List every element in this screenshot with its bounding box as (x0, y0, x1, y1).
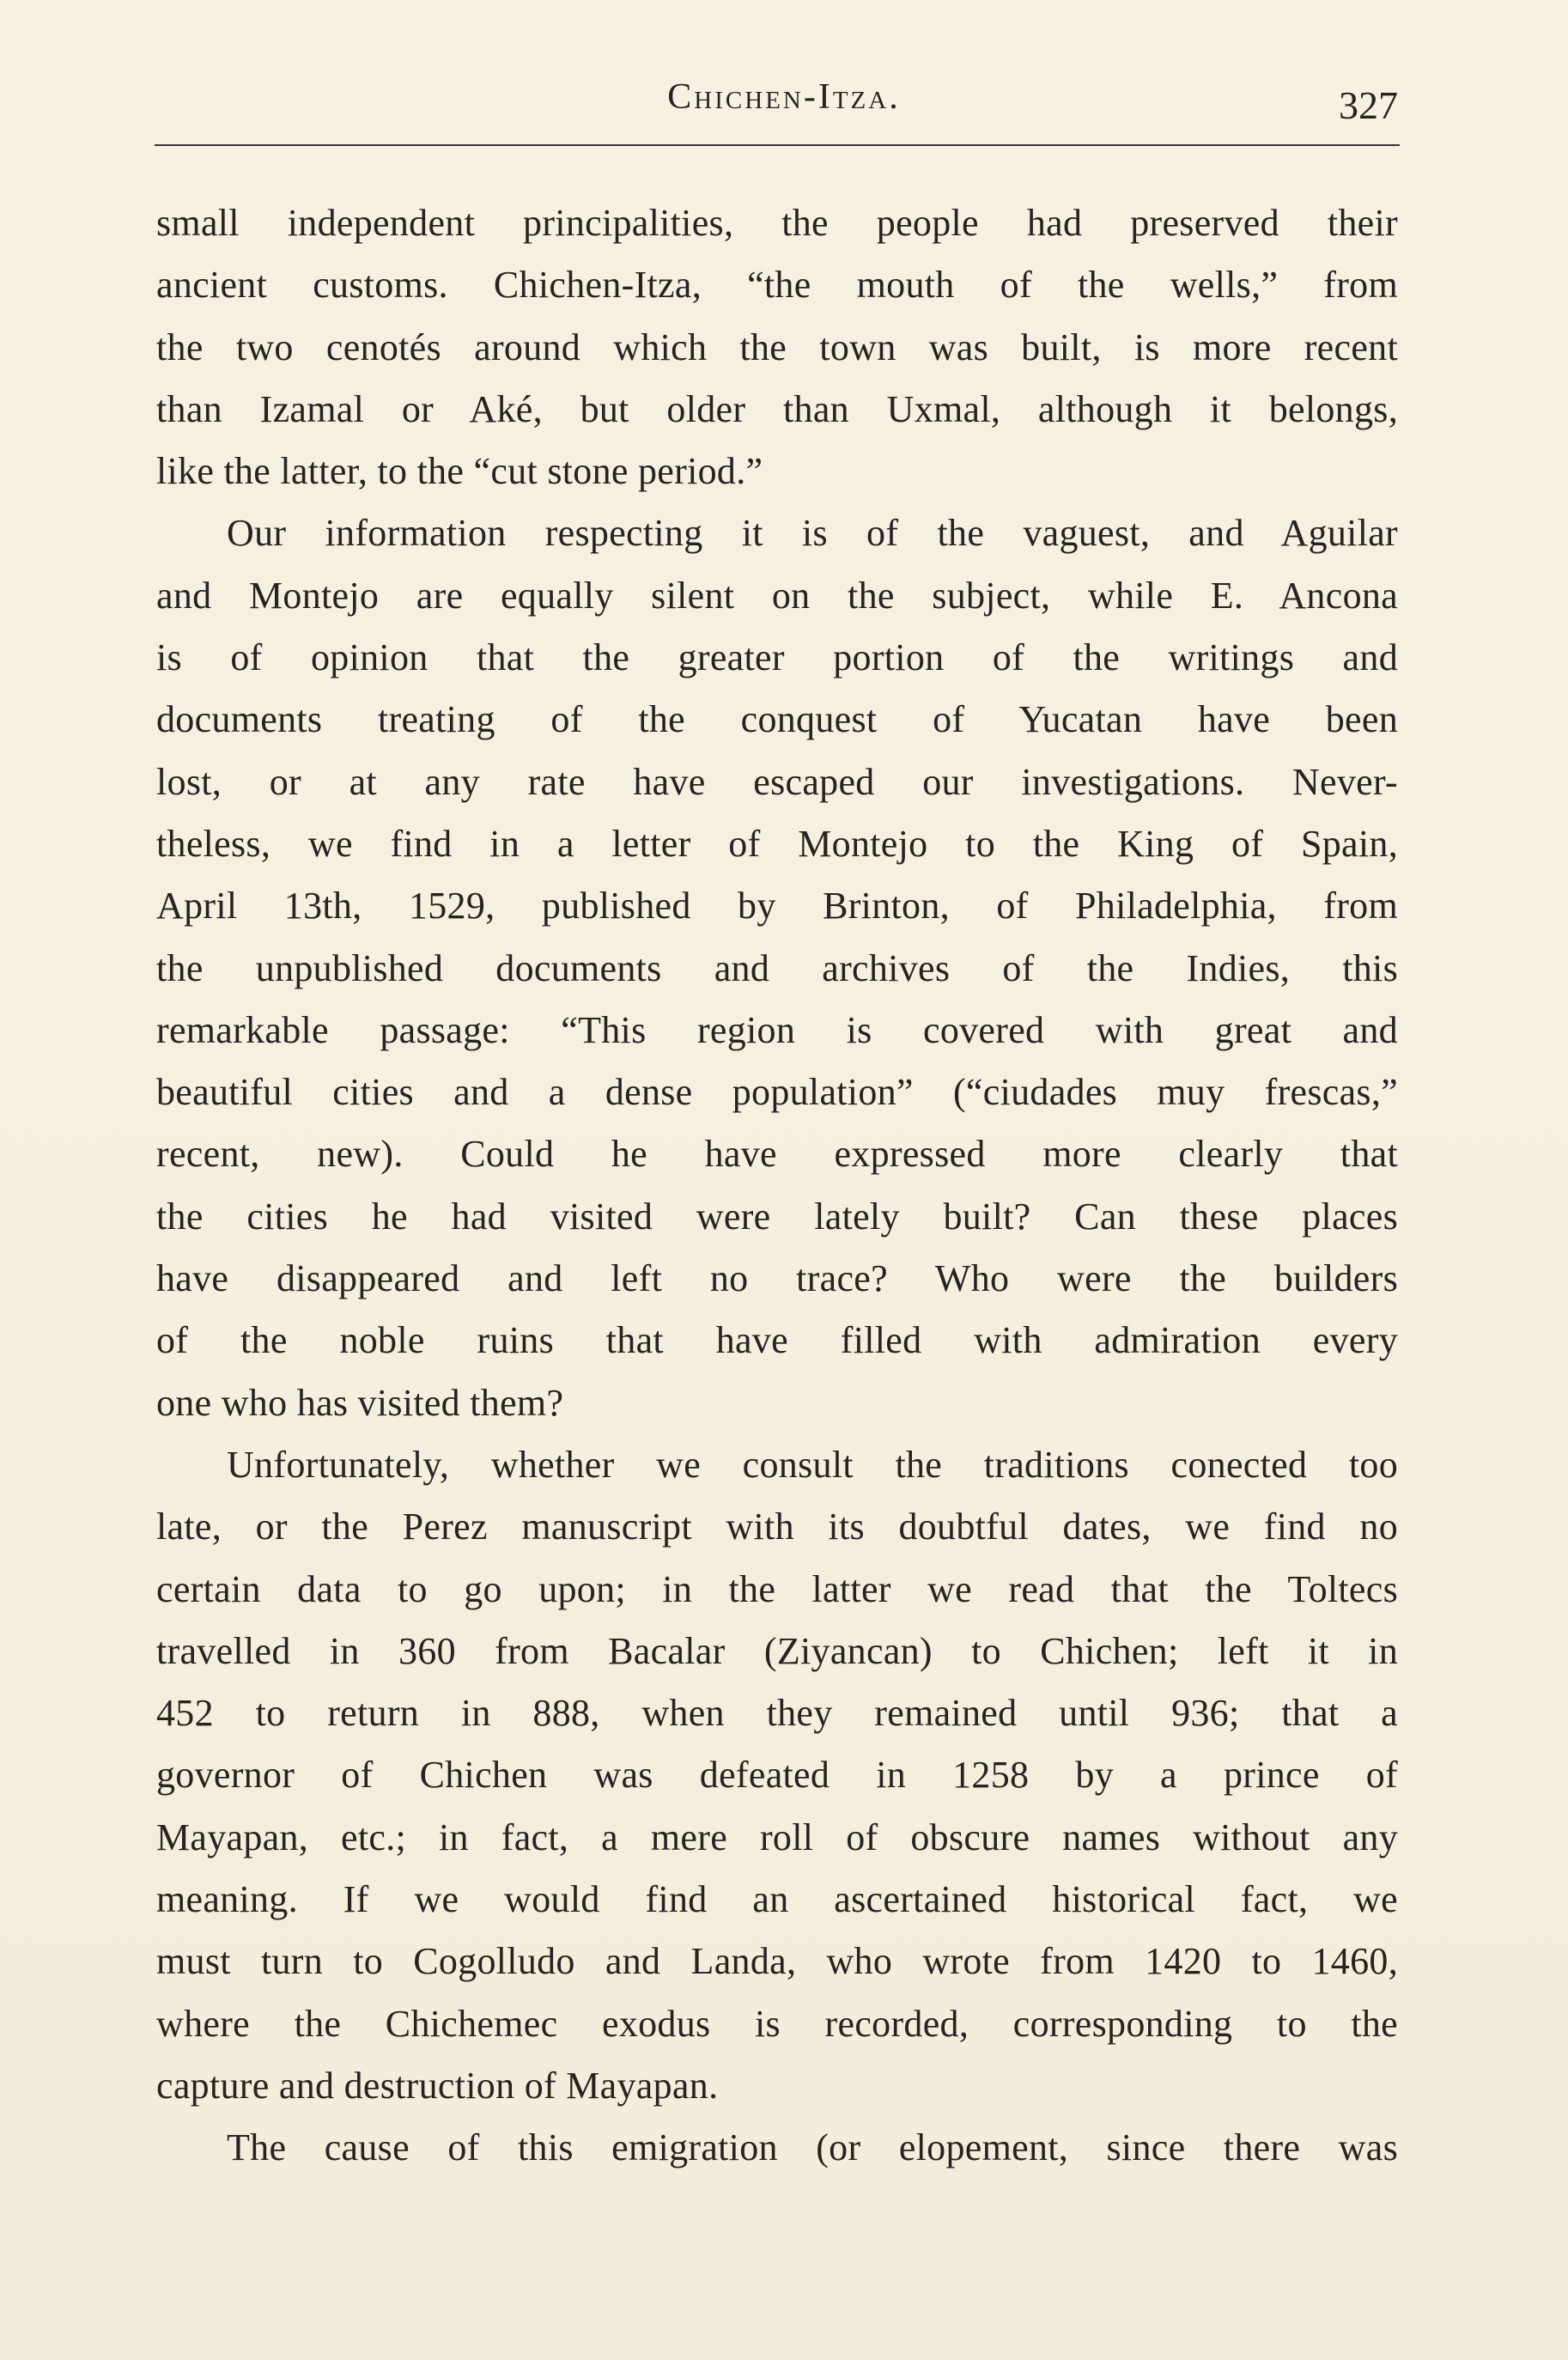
text-line: small independent principalities, the people had preserved their (156, 202, 1398, 244)
text-line: capture and destruction of Mayapan. (156, 2064, 719, 2107)
text-line: theless, we find in a letter of Montejo to the King of Spain, (156, 822, 1398, 865)
text-line: must turn to Cogolludo and Landa, who wrote from 1420 to 1460, (156, 1940, 1398, 1983)
text-line: the cities he had visited were lately built? Can these places (156, 1195, 1398, 1238)
paragraph-first-line: Unfortunately, whether we consult the traditions conected too (227, 1443, 1398, 1486)
text-line: late, or the Perez manuscript with its doubtful dates, we find no (156, 1505, 1398, 1548)
text-line: April 13th, 1529, published by Brinton, of Philadelphia, from (156, 885, 1398, 928)
running-title: Chichen-Itza. (667, 77, 901, 117)
text-line: ancient customs. Chichen-Itza, “the mouth of the wells,” from (156, 264, 1398, 307)
header-rule (155, 144, 1400, 146)
paragraph-first-line: Our information respecting it is of the vaguest, and Aguilar (227, 512, 1398, 555)
text-line: than Izamal or Aké, but older than Uxmal, although it belongs, (156, 387, 1398, 430)
text-line: recent, new). Could he have expressed more clearly that (156, 1133, 1398, 1176)
text-line: the unpublished documents and archives of the Indies, this (156, 946, 1398, 989)
text-line: travelled in 360 from Bacalar (Ziyancan) to Chichen; left it in (156, 1629, 1398, 1672)
text-line: remarkable passage: “This region is covered with great and (156, 1008, 1398, 1051)
text-line: like the latter, to the “cut stone period.” (156, 450, 763, 493)
text-line: the two cenotés around which the town was built, is more recent (156, 325, 1398, 368)
text-line: documents treating of the conquest of Yucatan have been (156, 698, 1398, 741)
text-line: beautiful cities and a dense population” (“ciudades muy frescas,” (156, 1071, 1398, 1114)
text-line: one who has visited them? (156, 1381, 564, 1424)
page-number: 327 (1339, 83, 1398, 127)
running-head (0, 67, 1568, 127)
text-line: certain data to go upon; in the latter we read that the Toltecs (156, 1567, 1398, 1610)
text-line: lost, or at any rate have escaped our investigations. Never- (156, 760, 1398, 803)
text-line: and Montejo are equally silent on the subject, while E. Ancona (156, 574, 1398, 617)
text-line: of the noble ruins that have filled with admiration every (156, 1319, 1398, 1362)
text-line: 452 to return in 888, when they remained until 936; that a (156, 1692, 1398, 1735)
body-text (156, 192, 1398, 2180)
text-line: Mayapan, etc.; in fact, a mere roll of obscure names without any (156, 1816, 1398, 1858)
text-line: is of opinion that the greater portion of the writings and (156, 636, 1398, 679)
text-line: where the Chichemec exodus is recorded, corresponding to the (156, 2002, 1398, 2045)
text-line: meaning. If we would find an ascertained historical fact, we (156, 1878, 1398, 1921)
paragraph-first-line: The cause of this emigration (or elopement, since there was (227, 2126, 1398, 2169)
text-line: governor of Chichen was defeated in 1258 by a prince of (156, 1754, 1398, 1797)
text-line: have disappeared and left no trace? Who were the builders (156, 1257, 1398, 1300)
